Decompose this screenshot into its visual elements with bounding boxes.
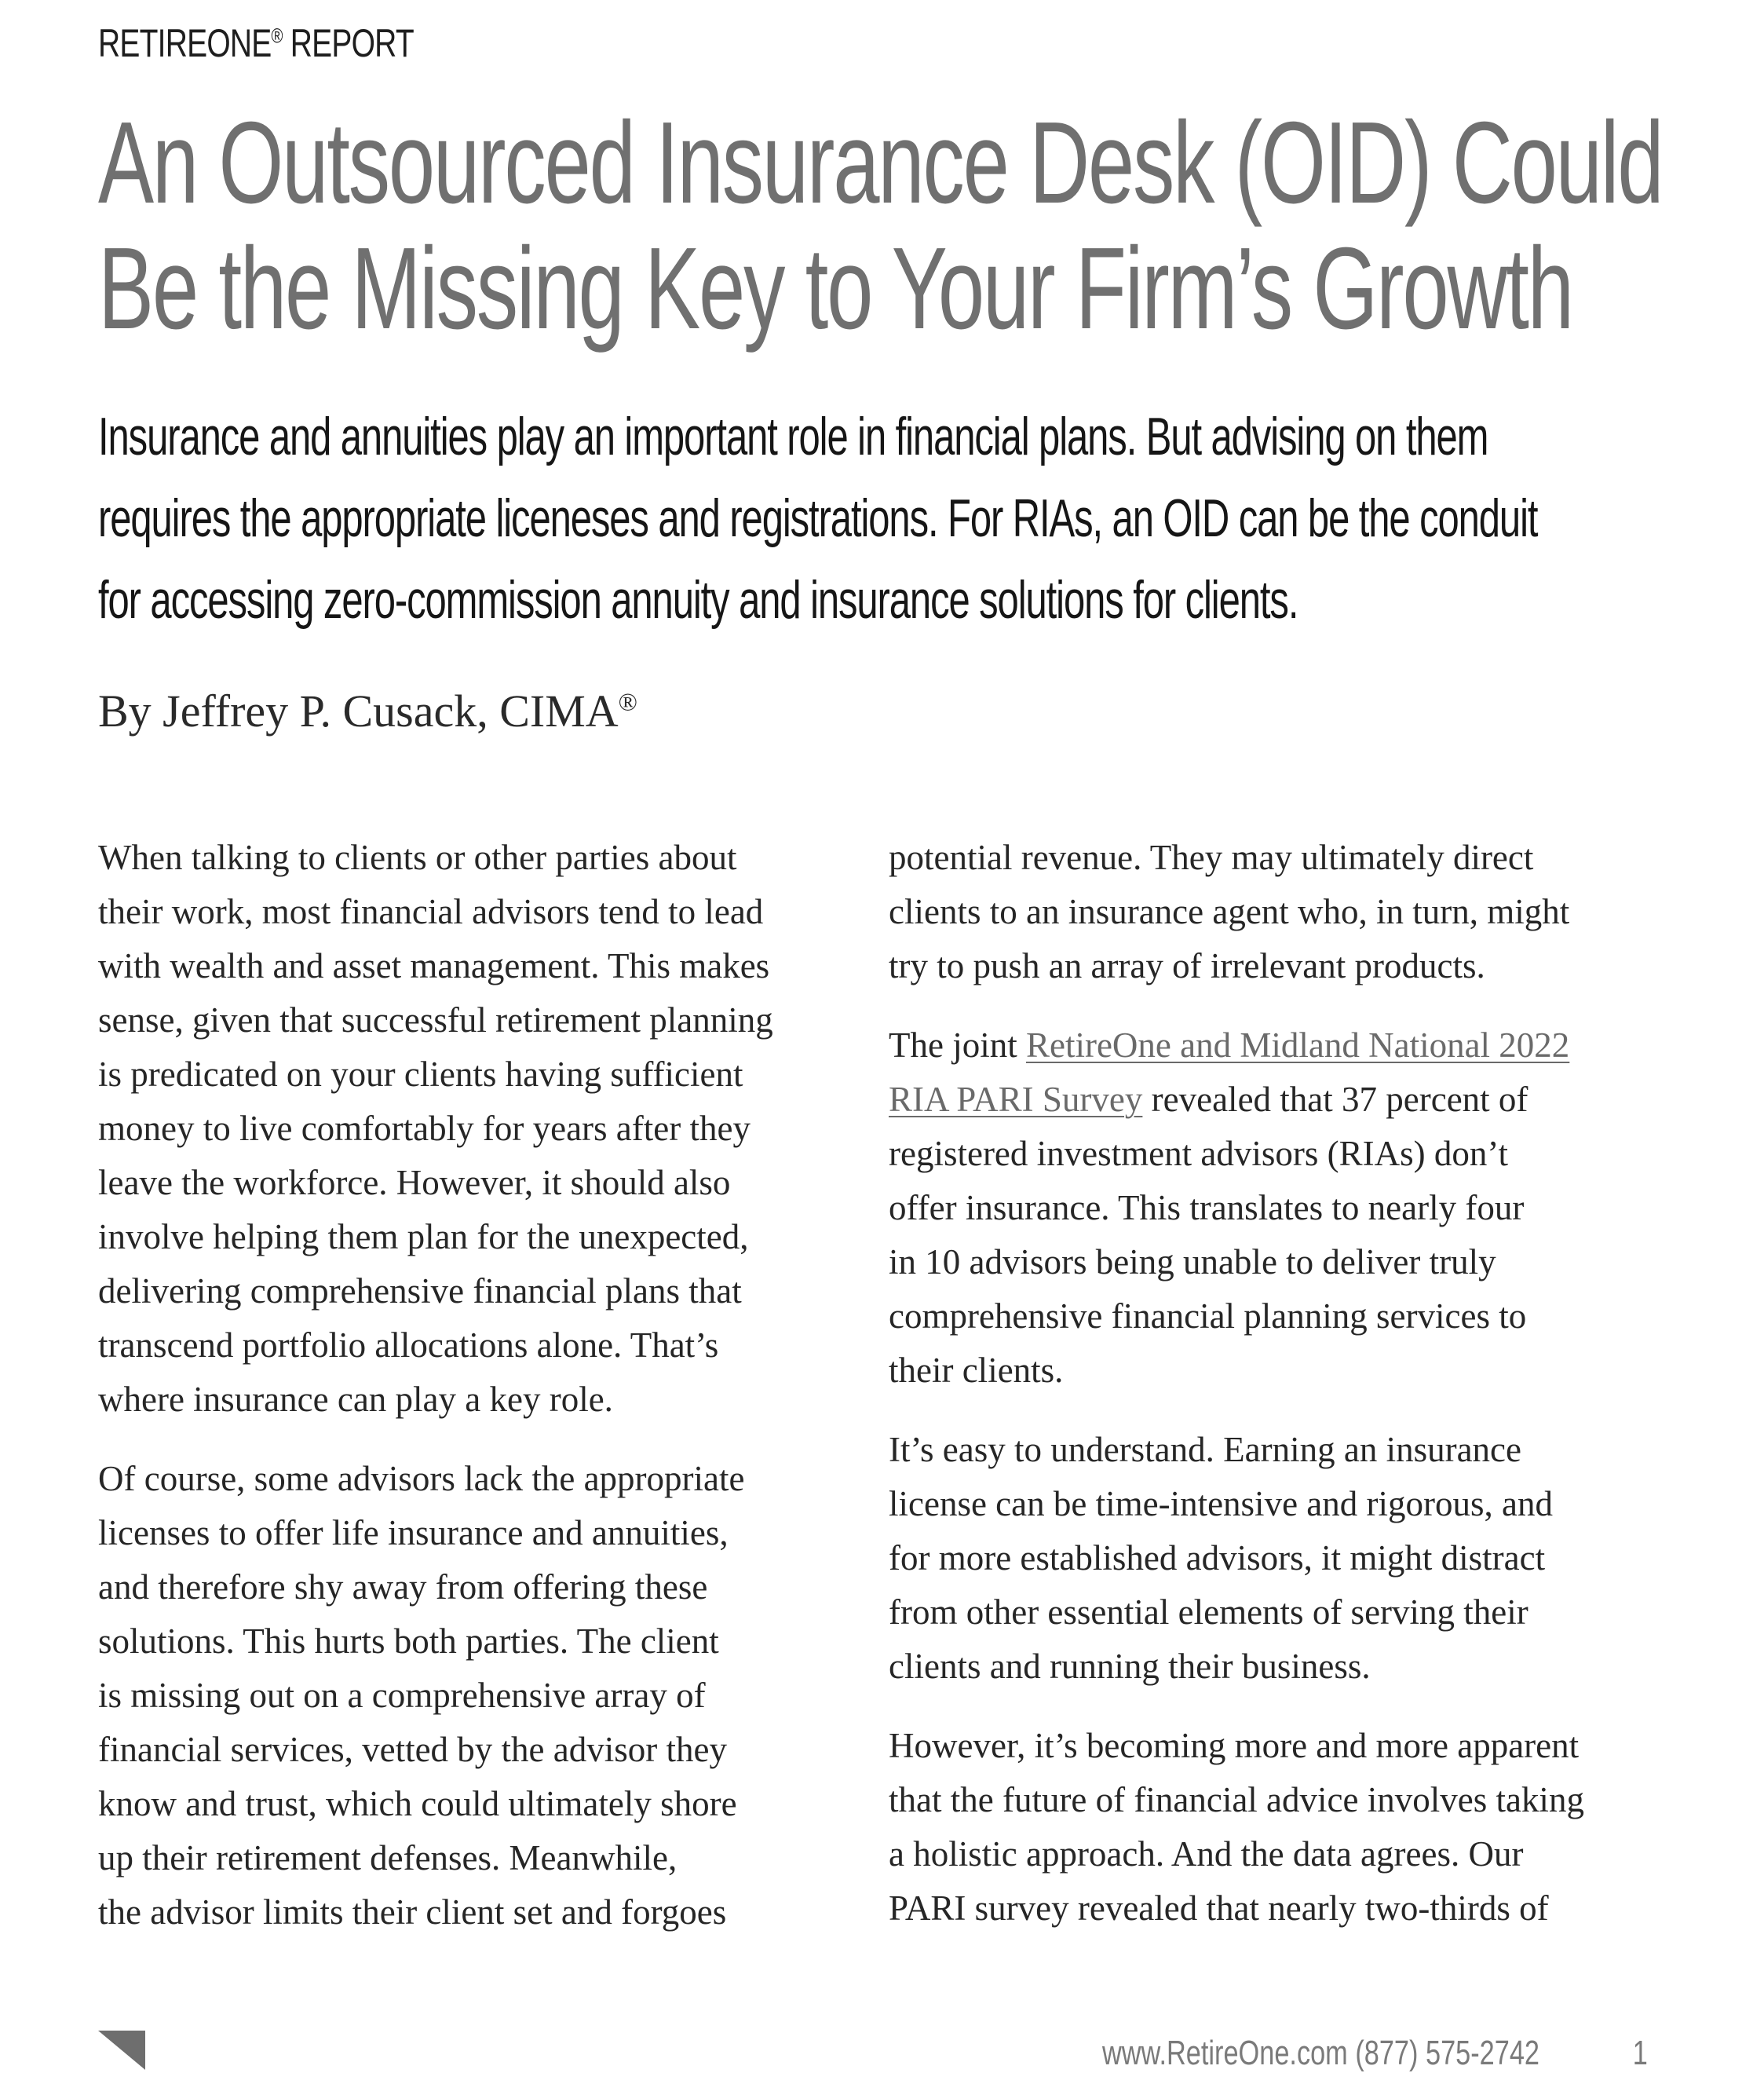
left-column (98, 831, 883, 1965)
title-line-1: An Outsourced Insurance Desk (OID) Could (98, 98, 1663, 228)
text-line: solutions. This hurts both parties. The client (98, 1621, 719, 1661)
text-line: know and trust, which could ultimately shore (98, 1784, 737, 1823)
paragraph (98, 831, 883, 1427)
text-line (889, 1018, 1674, 1073)
text-line: sense, given that successful retirement planning (98, 1000, 773, 1040)
text-line: potential revenue. They may ultimately direct (889, 838, 1534, 877)
text-line: their clients. (889, 1351, 1064, 1390)
text-line: comprehensive financial planning services to (889, 1296, 1527, 1336)
text-line: a holistic approach. And the data agrees. Our (889, 1834, 1524, 1874)
text-line (889, 1073, 1674, 1127)
brand-name: RETIREONE (98, 21, 272, 65)
text-line: When talking to clients or other parties about (98, 838, 737, 877)
text-line: transcend portfolio allocations alone. That’s (98, 1325, 719, 1365)
text-line: is missing out on a comprehensive array of (98, 1676, 706, 1715)
byline-text: By Jeffrey P. Cusack, CIMA (98, 686, 619, 737)
dek-line-2: requires the appropriate liceneses and registrations. For RIAs, an OID can be the conduit (98, 488, 1538, 548)
text-line: Of course, some advisors lack the appropriate (98, 1459, 745, 1498)
text-line: for more established advisors, it might distract (889, 1538, 1546, 1578)
page-number: 1 (1632, 2034, 1648, 2072)
text-fragment: revealed that 37 percent of (1142, 1080, 1528, 1119)
text-line: It’s easy to understand. Earning an insurance (889, 1430, 1522, 1469)
survey-link-continued[interactable]: RIA PARI Survey (889, 1080, 1143, 1119)
paragraph (98, 1452, 883, 1940)
report-label: REPORT (290, 21, 414, 65)
report-eyebrow (98, 20, 414, 66)
paragraph (889, 1423, 1674, 1694)
text-line: in 10 advisors being unable to deliver truly (889, 1242, 1496, 1281)
text-line: and therefore shy away from offering these (98, 1567, 708, 1607)
text-line: clients and running their business. (889, 1647, 1371, 1686)
paragraph (889, 1719, 1674, 1936)
footer-phone: (877) 575-2742 (1355, 2034, 1540, 2072)
text-line: offer insurance. This translates to nearly four (889, 1188, 1525, 1227)
dek-line-3: for accessing zero-commission annuity and insurance solutions for clients. (98, 570, 1298, 630)
text-line: delivering comprehensive financial plans that (98, 1271, 742, 1311)
text-line: license can be time-intensive and rigorous, and (889, 1484, 1553, 1523)
text-line: involve helping them plan for the unexpected, (98, 1217, 749, 1256)
text-line: money to live comfortably for years after they (98, 1109, 751, 1148)
text-line: their work, most financial advisors tend to lead (98, 892, 764, 931)
text-line: from other essential elements of serving their (889, 1592, 1528, 1632)
page-title (98, 98, 1663, 353)
text-line: where insurance can play a key role. (98, 1380, 613, 1419)
byline (98, 685, 637, 737)
text-line: the advisor limits their client set and forgoes (98, 1892, 727, 1932)
text-line: registered investment advisors (RIAs) don’t (889, 1134, 1509, 1173)
text-line: up their retirement defenses. Meanwhile, (98, 1838, 677, 1877)
page-corner-triangle-icon (98, 2031, 145, 2070)
title-line-2: Be the Missing Key to Your Firm’s Growth (98, 224, 1572, 353)
survey-link[interactable]: RetireOne and Midland National 2022 (1025, 1026, 1570, 1065)
text-line: However, it’s becoming more and more apparent (889, 1726, 1580, 1765)
article-dek (98, 396, 1624, 641)
byline-registered-mark: ® (618, 687, 637, 716)
dek-line-1: Insurance and annuities play an important role in financial plans. But advising on them (98, 407, 1488, 466)
paragraph (889, 831, 1674, 993)
registered-mark: ® (271, 24, 283, 48)
text-line: leave the workforce. However, it should also (98, 1163, 731, 1202)
text-fragment: The joint (889, 1026, 1026, 1065)
text-line: with wealth and asset management. This makes (98, 946, 770, 985)
text-line: financial services, vetted by the advisor they (98, 1730, 727, 1769)
text-line: PARI survey revealed that nearly two-thirds of (889, 1888, 1549, 1928)
text-line: licenses to offer life insurance and annuities, (98, 1513, 729, 1552)
text-line: try to push an array of irrelevant products. (889, 946, 1485, 985)
paragraph (889, 1018, 1674, 1398)
text-line: that the future of financial advice involves taking (889, 1780, 1584, 1819)
right-column (889, 831, 1674, 1961)
page-footer (1102, 2034, 1648, 2073)
footer-website: www.RetireOne.com (1102, 2034, 1348, 2072)
text-line: is predicated on your clients having sufficient (98, 1055, 743, 1094)
text-line: clients to an insurance agent who, in turn, might (889, 892, 1570, 931)
